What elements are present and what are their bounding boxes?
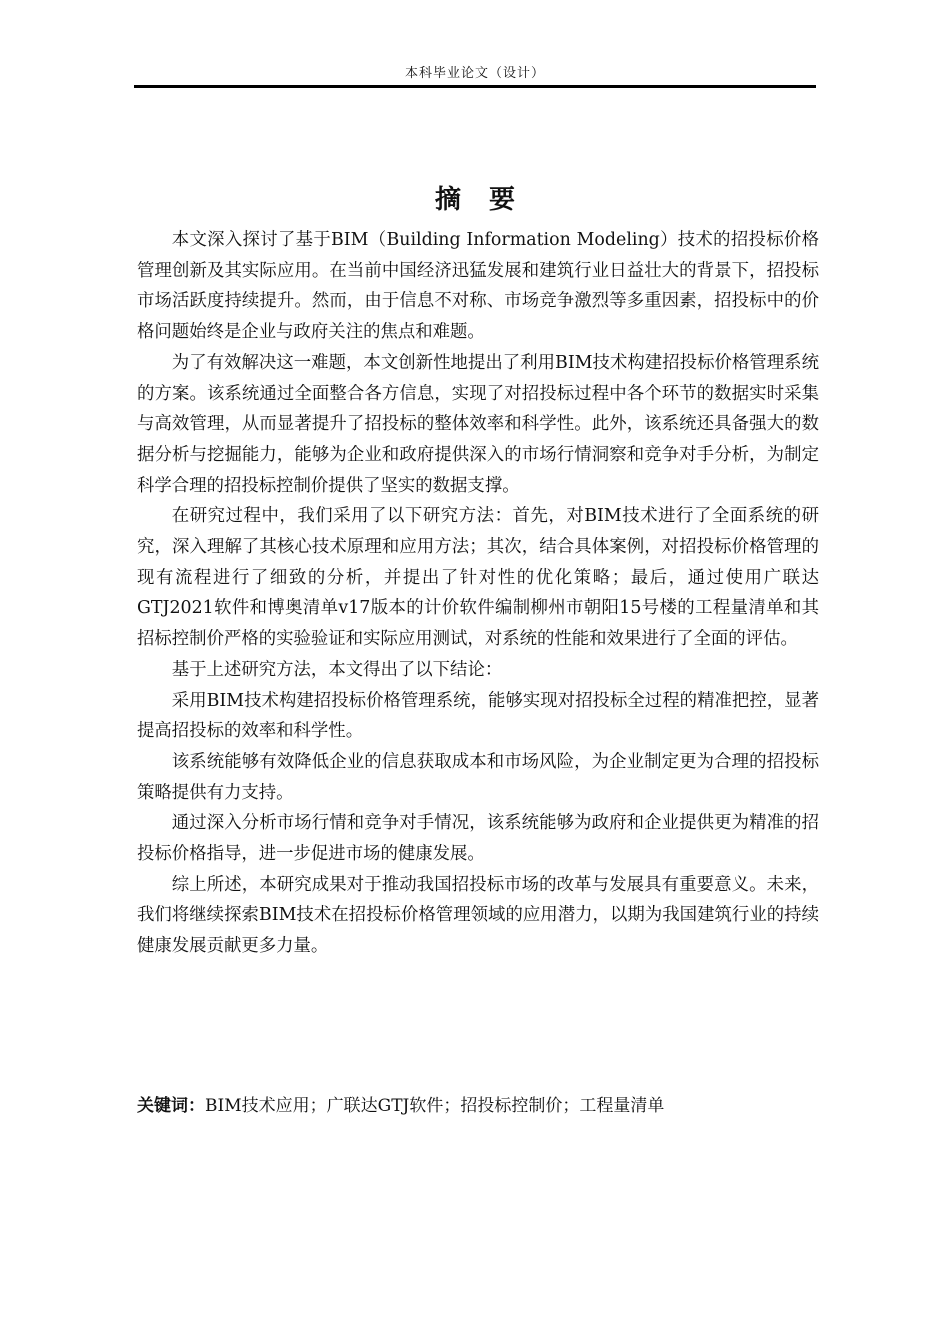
abstract-paragraph: 采用BIM技术构建招投标价格管理系统，能够实现对招投标全过程的精准把控，显著提高招投标的效率和科学性。 xyxy=(137,690,819,742)
abstract-body xyxy=(137,225,819,962)
running-header: 本科毕业论文（设计） xyxy=(404,66,545,81)
keywords-line xyxy=(137,1092,819,1120)
abstract-paragraph: 基于上述研究方法，本文得出了以下结论： xyxy=(171,659,503,680)
abstract-paragraph: 综上所述，本研究成果对于推动我国招投标市场的改革与发展具有重要意义。未来，我们将继续探索BIM技术在招投标价格管理领域的应用潜力，以期为我国建筑行业的持续健康发展贡献更多力量。 xyxy=(137,874,819,957)
abstract-paragraph: 在研究过程中，我们采用了以下研究方法：首先，对BIM技术进行了全面系统的研究，深入理解了其核心技术原理和应用方法；其次，结合具体案例，对招投标价格管理的现有流程进行了细致的分析，并提出了针对性的优化策略；最后，通过使用广联达GTJ2021软件和博奥清单v17版本的计价软件编制柳州市朝阳15号楼的工程量清单和其招标控制价严格的实验验证和实际应用测试，对系统的性能和效果进行了全面的评估。 xyxy=(137,506,819,650)
abstract-paragraph: 本文深入探讨了基于BIM（Building Information Modeling）技术的招投标价格管理创新及其实际应用。在当前中国经济迅猛发展和建筑行业日益壮大的背景下，招投标市场活跃度持续提升。然而，由于信息不对称、市场竞争激烈等多重因素，招投标中的价格问题始终是企业与政府关注的焦点和难题。 xyxy=(137,230,819,343)
header-divider xyxy=(134,85,816,88)
abstract-title: 摘要 xyxy=(434,185,543,215)
abstract-paragraph: 为了有效解决这一难题，本文创新性地提出了利用BIM技术构建招投标价格管理系统的方案。该系统通过全面整合各方信息，实现了对招投标过程中各个环节的数据实时采集与高效管理，从而显著提升了招投标的整体效率和科学性。此外，该系统还具备强大的数据分析与挖掘能力，能够为企业和政府提供深入的市场行情洞察和竞争对手分析，为制定科学合理的招投标控制价提供了坚实的数据支撑。 xyxy=(137,352,819,496)
abstract-paragraph: 该系统能够有效降低企业的信息获取成本和市场风险，为企业制定更为合理的招投标策略提供有力支持。 xyxy=(137,751,819,803)
keywords-value: BIM技术应用；广联达GTJ软件；招投标控制价；工程量清单 xyxy=(205,1096,665,1116)
keywords-label: 关键词： xyxy=(137,1096,205,1116)
abstract-paragraph: 通过深入分析市场行情和竞争对手情况，该系统能够为政府和企业提供更为精准的招投标价格指导，进一步促进市场的健康发展。 xyxy=(137,813,819,865)
